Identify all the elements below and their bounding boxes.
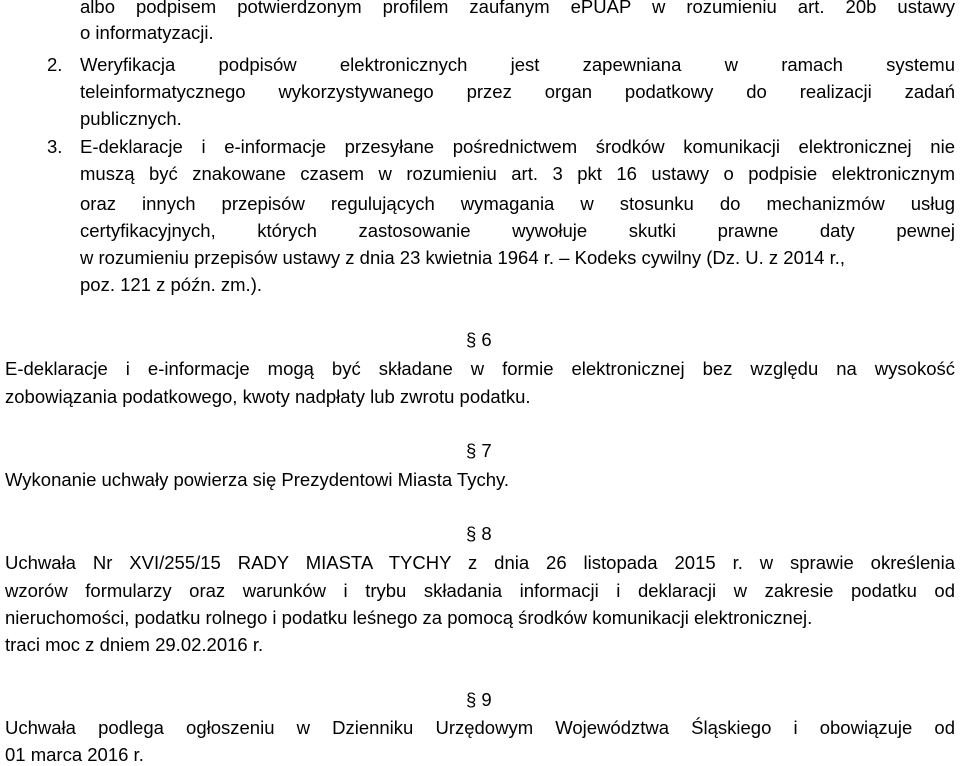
item-3-line-6: poz. 121 z późn. zm.). (80, 274, 263, 295)
section-9-line-2: 01 marca 2016 r. (5, 744, 144, 765)
item-2-line-3: publicznych. (80, 108, 182, 129)
item-3-line-3: oraz innych przepisów regulujących wymagania w stosunku do mechanizmów usług (80, 193, 955, 214)
item-2-line-1: Weryfikacja podpisów elektronicznych jest zapewniana w ramach systemu (80, 54, 955, 75)
section-7-heading: § 7 (466, 440, 492, 461)
item-3-line-4: certyfikacyjnych, których zastosowanie wywołuje skutki prawne daty pewnej (80, 220, 955, 241)
item-3-line-1: E-deklaracje i e-informacje przesyłane pośrednictwem środków komunikacji elektronicznej nie (80, 136, 955, 157)
section-7-line-1: Wykonanie uchwały powierza się Prezydentowi Miasta Tychy. (5, 469, 510, 490)
section-8-line-1: Uchwała Nr XVI/255/15 RADY MIASTA TYCHY z dnia 26 listopada 2015 r. w sprawie określenia (5, 552, 955, 573)
item-2-line-2: teleinformatycznego wykorzystywanego przez organ podatkowy do realizacji zadań (80, 81, 955, 102)
section-6-line-2: zobowiązania podatkowego, kwoty nadpłaty lub zwrotu podatku. (5, 386, 531, 407)
intro-line-1: albo podpisem potwierdzonym profilem zaufanym ePUAP w rozumieniu art. 20b ustawy (80, 0, 955, 17)
section-9-heading: § 9 (466, 689, 492, 710)
section-6-heading: § 6 (466, 329, 492, 350)
item-3-line-2: muszą być znakowane czasem w rozumieniu art. 3 pkt 16 ustawy o podpisie elektronicznym (80, 163, 955, 184)
item-3-line-5: w rozumieniu przepisów ustawy z dnia 23 kwietnia 1964 r. – Kodeks cywilny (Dz. U. z 2014 r., (80, 247, 846, 268)
section-8-line-3: nieruchomości, podatku rolnego i podatku leśnego za pomocą środków komunikacji elektronicznej. (5, 607, 813, 628)
section-8-line-4: traci moc z dniem 29.02.2016 r. (5, 634, 264, 655)
section-9-line-1: Uchwała podlega ogłoszeniu w Dzienniku Urzędowym Województwa Śląskiego i obowiązuje od (5, 717, 955, 738)
intro-line-2: o informatyzacji. (80, 22, 214, 43)
section-8-line-2: wzorów formularzy oraz warunków i trybu składania informacji i deklaracji w zakresie podatku od (5, 580, 955, 601)
section-8-heading: § 8 (466, 523, 492, 544)
section-6-line-1: E-deklaracje i e-informacje mogą być składane w formie elektronicznej bez względu na wysokość (5, 358, 955, 379)
item-2-number: 2. (47, 54, 63, 75)
item-3-number: 3. (47, 136, 63, 157)
